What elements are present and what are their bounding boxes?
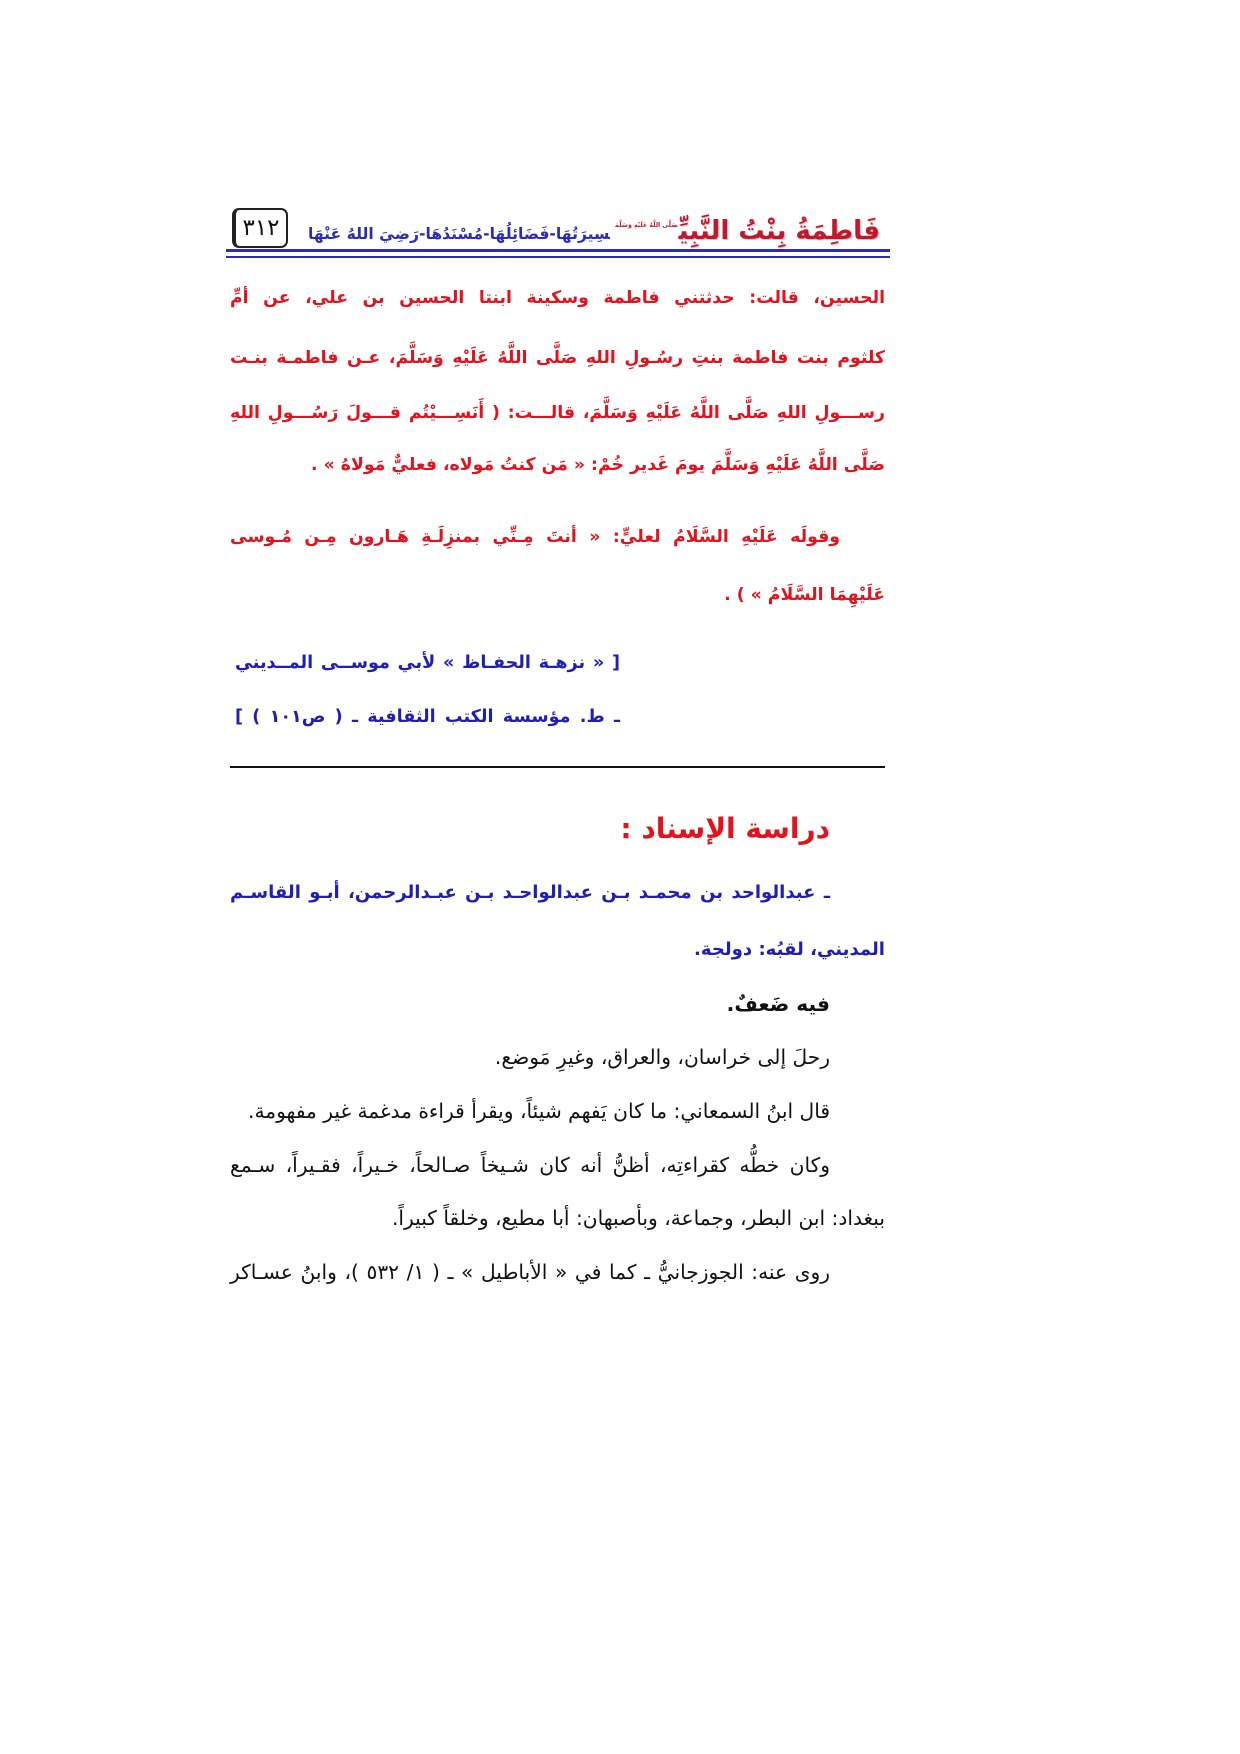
citation-line-2: ـ ط. مؤسسة الكتب الثقافية ـ ( ص١٠١ ) ] bbox=[235, 707, 620, 727]
body-line-6: روى عنه: الجوزجانيُّ ـ كما في « الأباطيل » ـ ( ١/ ٥٣٢ )، وابنُ عسـاكر bbox=[230, 1260, 830, 1284]
body-line-1: فيه ضَعفٌ. bbox=[726, 992, 830, 1016]
narrator-line-1: ـ عبدالواحد بن محمـد بـن عبدالواحـد بـن عبـدالرحمن، أبـو القاسـم bbox=[230, 882, 830, 903]
page-number: ٣١٢ bbox=[232, 208, 288, 248]
section-heading: دراسة الإسناد : bbox=[620, 812, 830, 845]
citation-line-1: [ « نزهـة الحفـاظ » لأبي موســى المــديني bbox=[235, 653, 620, 673]
quote-line-6: عَلَيْهِمَا السَّلَامُ » ) . bbox=[724, 585, 885, 605]
honorific-mark: صَلَّى اللَّهُ عَلَيْهِ وَسَلَّمَ bbox=[615, 222, 678, 229]
body-line-2: رحلَ إلى خراسان، والعراق، وغيرِ مَوضع. bbox=[494, 1045, 830, 1069]
quote-line-2: كلثوم بنت فاطمة بنتِ رسُـولِ اللهِ صَلَّى اللَّهُ عَلَيْهِ وَسَلَّمَ، عـن فاطمـة بنـت bbox=[230, 348, 885, 368]
header-rule-thick bbox=[226, 249, 890, 252]
body-line-5: ببغداد: ابن البطر، وجماعة، وبأصبهان: أبا مطيع، وخلقاً كبيراً. bbox=[391, 1206, 885, 1230]
narrator-line-2: المديني، لقبُه: دولجة. bbox=[694, 939, 885, 960]
body-line-4: وكان خطُّه كقراءتِه، أظنُّ أنه كان شـيخاً صـالحاً، خـيراً، فقـيراً، سـمع bbox=[230, 1153, 830, 1177]
quote-line-4: صَلَّى اللَّهُ عَلَيْهِ وَسَلَّمَ يومَ غَدير خُمْ: « مَن كنتُ مَولاه، فعليٌّ مَولاهُ » . bbox=[310, 455, 885, 475]
quote-line-5: وقولَه عَلَيْهِ السَّلَامُ لعليٍّ: « أنتَ مِـنِّي بمنزِلَـةِ هَـارون مِـن مُـوسى bbox=[230, 527, 840, 547]
book-subtitle: سِيرَتُهَا-فَضَائِلُهَا-مُسْنَدُهَا-رَضِيَ اللهُ عَنْهَا bbox=[308, 224, 610, 243]
section-divider bbox=[230, 766, 885, 768]
quote-line-1: الحسين، قالت: حدثتني فاطمة وسكينة ابنتا الحسين بن علي، عن أمِّ bbox=[230, 288, 885, 308]
header-rule-thin bbox=[226, 256, 890, 258]
book-title: فَاطِمَةُ بِنْتُ النَّبِيِّ bbox=[678, 215, 880, 246]
quote-line-3: رســـولِ اللهِ صَلَّى اللَّهُ عَلَيْهِ وَسَلَّمَ، قالـــت: ( أَنَسِـــيْتُم قـــولَ رَسُـــولِ اللهِ bbox=[230, 403, 885, 423]
body-line-3: قال ابنُ السمعاني: ما كان يَفهم شيئاً، ويقرأ قراءة مدغمة غير مفهومة. bbox=[248, 1099, 830, 1123]
running-header bbox=[290, 201, 880, 251]
